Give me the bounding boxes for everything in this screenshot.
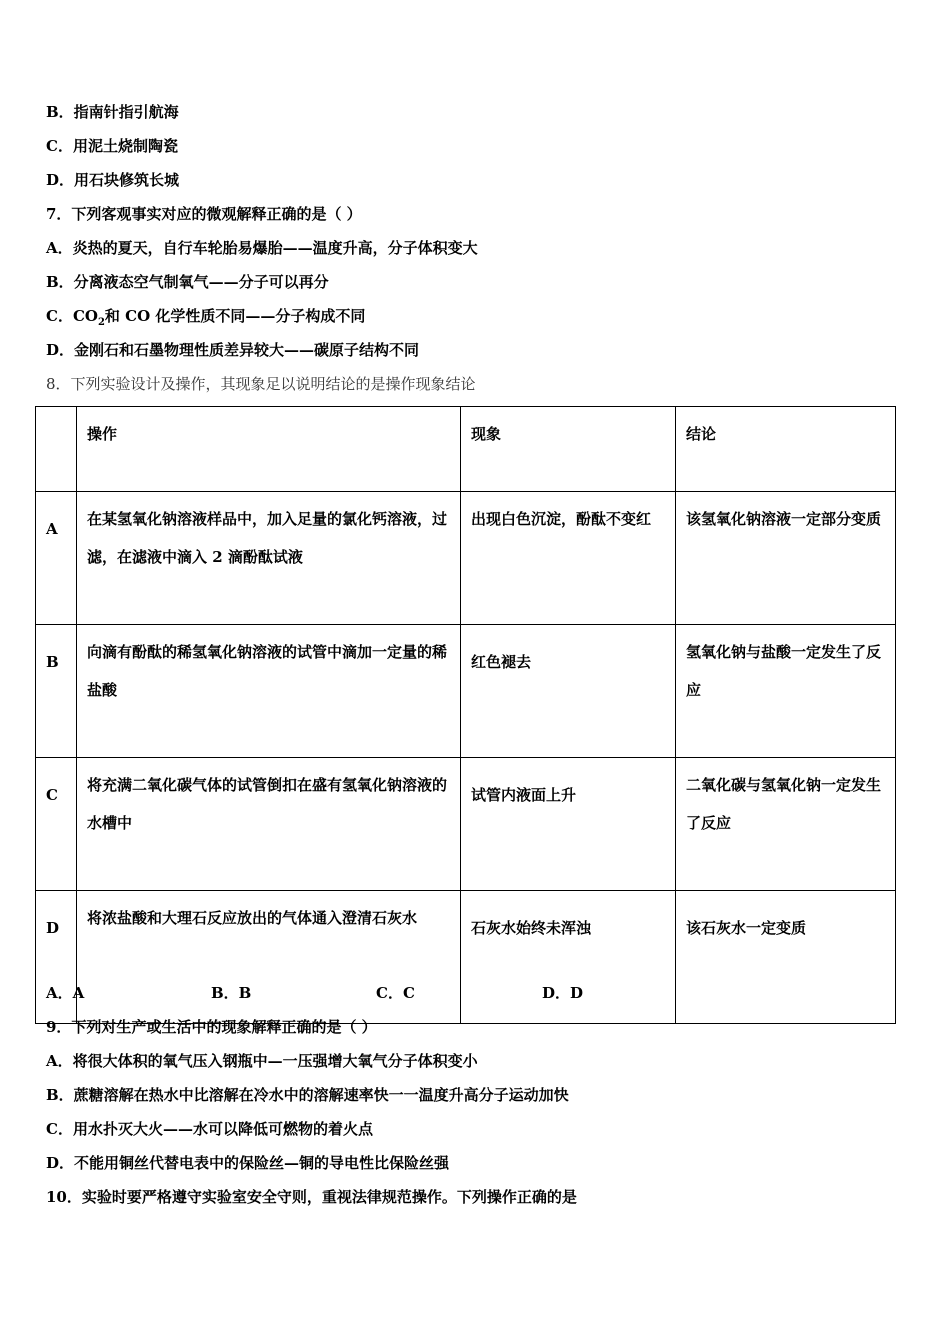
row-label: D <box>36 891 77 1024</box>
row-operation: 将充满二氧化碳气体的试管倒扣在盛有氢氧化钠溶液的水槽中 <box>77 758 461 891</box>
q9-option-d: D．不能用铜丝代替电表中的保险丝—铜的导电性比保险丝强 <box>46 1154 450 1172</box>
q9-stem: 9．下列对生产或生活中的现象解释正确的是（ ） <box>46 1018 377 1036</box>
q7-option-b: B．分离液态空气制氧气——分子可以再分 <box>46 273 329 291</box>
q8-choice-d: D．D <box>542 984 584 1002</box>
q7-stem: 7．下列客观事实对应的微观解释正确的是（ ） <box>46 205 362 223</box>
q7-option-c-subscript: 2 <box>97 317 105 328</box>
header-phenomenon: 现象 <box>461 407 676 492</box>
row-conclusion: 二氧化碳与氢氧化钠一定发生了反应 <box>676 758 896 891</box>
q9-option-a: A．将很大体积的氧气压入钢瓶中—一压强增大氧气分子体积变小 <box>46 1052 478 1070</box>
row-operation: 向滴有酚酞的稀氢氧化钠溶液的试管中滴加一定量的稀盐酸 <box>77 625 461 758</box>
q7-option-c-rest: 和 CO 化学性质不同——分子构成不同 <box>104 307 366 325</box>
row-operation: 将浓盐酸和大理石反应放出的气体通入澄清石灰水 <box>77 891 461 1024</box>
prev-option-d: D．用石块修筑长城 <box>46 171 180 189</box>
header-operation: 操作 <box>77 407 461 492</box>
q9-option-c: C．用水扑灭大火——水可以降低可燃物的着火点 <box>46 1120 373 1138</box>
table-row <box>36 758 896 891</box>
header-label <box>36 407 77 492</box>
table-row <box>36 492 896 625</box>
row-conclusion: 该氢氧化钠溶液一定部分变质 <box>676 492 896 625</box>
q10-stem: 10．实验时要严格遵守实验室安全守则，重视法律规范操作。下列操作正确的是 <box>46 1188 577 1206</box>
q8-choices <box>46 983 746 1003</box>
row-label: C <box>36 758 77 891</box>
q7-option-c <box>46 306 365 333</box>
header-conclusion: 结论 <box>676 407 896 492</box>
row-conclusion: 氢氧化钠与盐酸一定发生了反应 <box>676 625 896 758</box>
row-phenomenon: 出现白色沉淀，酚酞不变红 <box>461 492 676 625</box>
q7-option-a: A．炎热的夏天，自行车轮胎易爆胎——温度升高，分子体积变大 <box>46 239 478 257</box>
q7-option-d: D．金刚石和石墨物理性质差异较大——碳原子结构不同 <box>46 341 420 359</box>
table-header-row <box>36 407 896 492</box>
experiment-table <box>35 406 896 1024</box>
row-phenomenon: 石灰水始终未浑浊 <box>461 891 676 1024</box>
row-label: B <box>36 625 77 758</box>
row-phenomenon: 红色褪去 <box>461 625 676 758</box>
q7-option-c-prefix: C．CO <box>46 307 98 325</box>
row-operation: 在某氢氧化钠溶液样品中，加入足量的氯化钙溶液，过滤，在滤液中滴入 2 滴酚酞试液 <box>77 492 461 625</box>
row-label: A <box>36 492 77 625</box>
q8-choice-a: A．A <box>46 984 85 1002</box>
q8-stem: 8．下列实验设计及操作，其现象足以说明结论的是操作现象结论 <box>46 375 476 393</box>
row-phenomenon: 试管内液面上升 <box>461 758 676 891</box>
prev-option-c: C．用泥土烧制陶瓷 <box>46 137 178 155</box>
q9-option-b: B．蔗糖溶解在热水中比溶解在冷水中的溶解速率快一一温度升高分子运动加快 <box>46 1086 569 1104</box>
row-conclusion: 该石灰水一定变质 <box>676 891 896 1024</box>
prev-option-b: B．指南针指引航海 <box>46 103 179 121</box>
q8-choice-b: B．B <box>211 984 252 1002</box>
q8-choice-c: C．C <box>376 984 415 1002</box>
table-row <box>36 891 896 1024</box>
table-row <box>36 625 896 758</box>
